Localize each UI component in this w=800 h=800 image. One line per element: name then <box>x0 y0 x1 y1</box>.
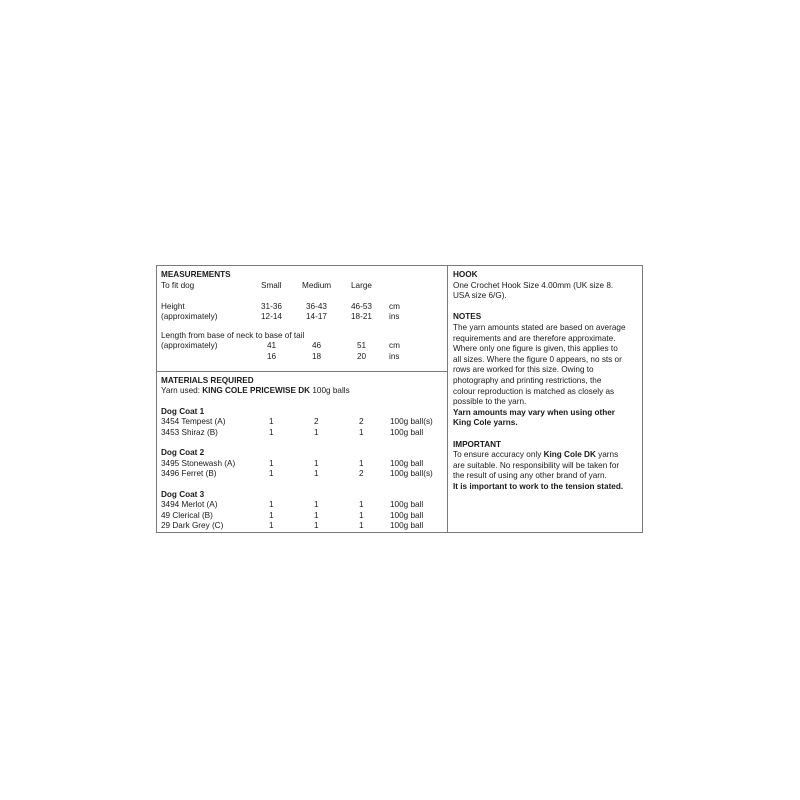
important-line-1 <box>453 450 641 461</box>
qty-large: 1 <box>359 427 364 437</box>
notes-line: rows are worked for this size. Owing to <box>453 365 594 375</box>
materials-heading: MATERIALS REQUIRED <box>161 375 254 385</box>
qty-unit: 100g ball <box>390 510 424 520</box>
qty-small: 1 <box>269 458 274 468</box>
yarn-name: 49 Clerical (B) <box>161 510 213 520</box>
qty-medium: 2 <box>314 417 319 427</box>
qty-medium: 1 <box>314 510 319 520</box>
length-cm-unit: cm <box>389 341 400 351</box>
yarn-name: 3495 Stonewash (A) <box>161 458 236 468</box>
important-tension-line: It is important to work to the tension stated. <box>453 481 624 491</box>
qty-unit: 100g ball <box>390 427 424 437</box>
length-cm-medium: 46 <box>312 341 322 351</box>
to-fit-label: To fit dog <box>161 280 195 290</box>
qty-large: 1 <box>359 521 364 531</box>
height-cm-medium: 36-43 <box>306 301 327 311</box>
length-label: Length from base of neck to base of tail <box>161 330 305 340</box>
yarn-name: 3454 Tempest (A) <box>161 417 226 427</box>
height-approx-label: (approximately) <box>161 312 218 322</box>
important-brand: King Cole DK <box>543 450 596 460</box>
qty-unit: 100g ball(s) <box>390 417 433 427</box>
qty-medium: 1 <box>314 521 319 531</box>
important-prefix: To ensure accuracy only <box>453 450 544 460</box>
length-cm-small: 41 <box>267 341 277 351</box>
notes-line: The yarn amounts stated are based on average <box>453 322 626 332</box>
column-divider <box>447 266 448 532</box>
qty-small: 1 <box>269 417 274 427</box>
size-small-label: Small <box>261 280 282 290</box>
notes-heading: NOTES <box>453 312 482 322</box>
height-cm-large: 46-53 <box>351 301 372 311</box>
notes-line: possible to the yarn. <box>453 397 527 407</box>
section-divider <box>157 371 447 372</box>
important-line: the result of using any other brand of yarn. <box>453 471 607 481</box>
qty-small: 1 <box>269 500 274 510</box>
height-ins-small: 12-14 <box>261 312 282 322</box>
length-ins-medium: 18 <box>312 351 322 361</box>
coat-2-title: Dog Coat 2 <box>161 448 205 457</box>
qty-unit: 100g ball <box>390 458 424 468</box>
qty-medium: 1 <box>314 458 319 468</box>
height-cm-small: 31-36 <box>261 301 282 311</box>
qty-unit: 100g ball <box>390 500 424 510</box>
notes-warning-line: King Cole yarns. <box>453 418 518 428</box>
notes-line: colour reproduction is matched as closely as <box>453 386 615 396</box>
notes-line: Where only one figure is given, this applies to <box>453 344 618 354</box>
coat-3-title: Dog Coat 3 <box>161 489 205 499</box>
yarn-name: 29 Dark Grey (C) <box>161 521 224 531</box>
size-medium-label: Medium <box>302 280 332 290</box>
qty-medium: 1 <box>314 500 319 510</box>
qty-large: 1 <box>359 458 364 468</box>
notes-line: photography and printing restrictions, the <box>453 375 602 385</box>
size-large-label: Large <box>351 280 372 290</box>
height-cm-unit: cm <box>389 301 400 311</box>
notes-line: requirements and are therefore approximate. <box>453 333 616 343</box>
notes-line: all sizes. Where the figure 0 appears, no sts or <box>453 354 622 364</box>
qty-small: 1 <box>269 521 274 531</box>
length-approx-label: (approximately) <box>161 341 218 351</box>
hook-line-1: One Crochet Hook Size 4.00mm (UK size 8. <box>453 280 614 290</box>
yarn-name: 3496 Ferret (B) <box>161 469 217 479</box>
qty-medium: 1 <box>314 427 319 437</box>
qty-large: 2 <box>359 469 364 479</box>
qty-small: 1 <box>269 469 274 479</box>
important-heading: IMPORTANT <box>453 439 502 449</box>
length-ins-small: 16 <box>267 351 277 361</box>
qty-large: 1 <box>359 510 364 520</box>
qty-small: 1 <box>269 427 274 437</box>
yarn-used-line <box>161 386 350 397</box>
yarn-used-suffix: 100g balls <box>310 386 350 396</box>
length-cm-large: 51 <box>357 341 367 351</box>
notes-warning-line: Yarn amounts may vary when using other <box>453 407 615 417</box>
yarn-name: 3494 Merlot (A) <box>161 500 218 510</box>
right-column <box>453 270 641 492</box>
pattern-info-panel <box>156 265 643 533</box>
length-ins-unit: ins <box>389 351 400 361</box>
length-ins-large: 20 <box>357 351 367 361</box>
coat-1-title: Dog Coat 1 <box>161 406 205 416</box>
qty-large: 1 <box>359 500 364 510</box>
height-label: Height <box>161 301 185 311</box>
qty-medium: 1 <box>314 469 319 479</box>
yarn-name: 3453 Shiraz (B) <box>161 427 218 437</box>
qty-unit: 100g ball <box>390 521 424 531</box>
important-suffix: yarns <box>595 450 619 460</box>
yarn-used-prefix: Yarn used: <box>161 386 203 396</box>
qty-unit: 100g ball(s) <box>390 469 433 479</box>
qty-large: 2 <box>359 417 364 427</box>
height-ins-medium: 14-17 <box>306 312 327 322</box>
measurements-heading: MEASUREMENTS <box>161 270 231 279</box>
qty-small: 1 <box>269 510 274 520</box>
height-ins-large: 18-21 <box>351 312 372 322</box>
yarn-brand: KING COLE PRICEWISE DK <box>202 386 311 396</box>
important-line: are suitable. No responsibility will be taken for <box>453 460 620 470</box>
height-ins-unit: ins <box>389 312 400 322</box>
hook-line-2: USA size 6/G). <box>453 291 507 301</box>
hook-heading: HOOK <box>453 270 478 279</box>
